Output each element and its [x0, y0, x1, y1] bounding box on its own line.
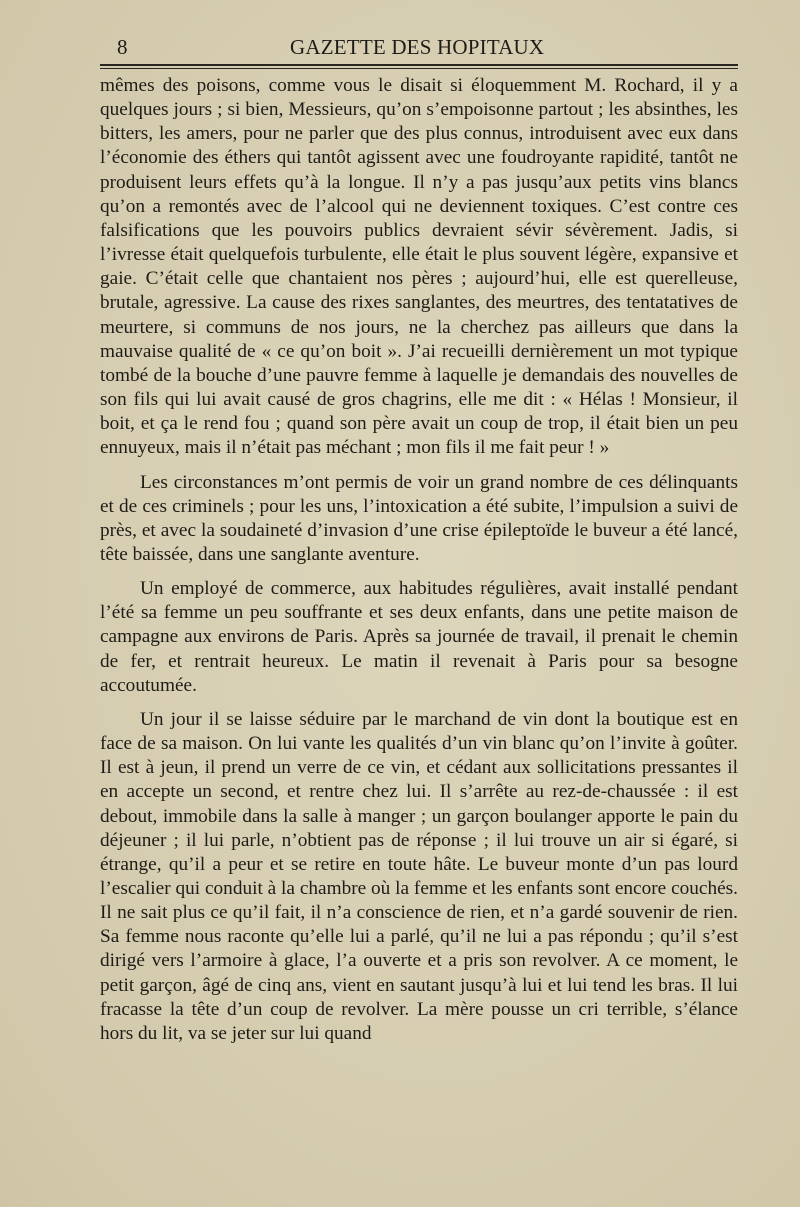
page-header	[100, 32, 738, 62]
article-body	[100, 74, 738, 1046]
header-rule-thick	[100, 64, 738, 66]
page	[100, 32, 738, 1046]
header-rule-thin	[100, 68, 738, 69]
paragraph: Un jour il se laisse séduire par le marchand de vin dont la boutique est en face de sa maison. On lui vante les qualités d’un vin blanc qu’on l’invite à goûter. Il est à jeun, il prend un verre de ce vin, et cédant aux sollicitations pressantes il en accepte un second, et rentre chez lui. Il s’arrête au rez-de-chaussée : il est debout, immobile dans la salle à manger ; un garçon boulanger apporte le pain du déjeuner ; il lui parle, n’obtient pas de réponse ; il lui trouve un air si égaré, si étrange, qu’il a peur et se retire en toute hâte. Le buveur monte d’un pas lourd l’escalier qui conduit à la chambre où la femme et les enfants sont encore couchés. Il ne sait plus ce qu’il fait, il n’a conscience de rien, et n’a gardé souvenir de rien. Sa femme nous raconte qu’elle lui a parlé, qu’il ne lui a pas répondu ; qu’il s’est dirigé vers l’armoire à glace, l’a ouverte et a pris son revolver. A ce moment, le petit garçon, âgé de cinq ans, vient en sautant jusqu’à lui et lui tend les bras. Il lui fracasse la tête d’un coup de revolver. La mère pousse un cri terrible, s’élance hors du lit, va se jeter sur lui quand	[100, 708, 738, 1044]
page-number: 8	[117, 35, 128, 59]
paragraph: Les circonstances m’ont permis de voir un grand nombre de ces délinquants et de ces criminels ; pour les uns, l’intoxication a été subite, l’impulsion a suivi de près, et avec la soudaineté d’invasion d’une crise épileptoïde le buveur a été lancé, tête baissée, dans une sanglante aventure.	[100, 471, 738, 565]
running-title: GAZETTE DES HOPITAUX	[290, 35, 545, 59]
paragraph: Un employé de commerce, aux habitudes régulières, avait installé pendant l’été sa femme un peu souffrante et ses deux enfants, dans une petite maison de campagne aux environs de Paris. Après sa journée de travail, il prenait le chemin de fer, et rentrait heureux. Le matin il revenait à Paris pour sa besogne accoutumée.	[100, 578, 738, 696]
paragraph-continued: mêmes des poisons, comme vous le disait si éloquemment M. Rochard, il y a quelques jours ; si bien, Messieurs, qu’on s’empoisonne partout ; les absinthes, les bitters, les amers, pour ne parler que des plus connus, introduisent avec eux dans l’économie des éthers qui tantôt agissent avec une foudroyante rapidité, tantôt ne produisent leurs effets qu’à la longue. Il n’y a pas jusqu’aux petits vins blancs qu’on a remontés avec de l’alcool qui ne deviennent toxiques. C’est contre ces falsifications que les pouvoirs publics devraient sévir sévèrement. Jadis, si l’ivresse était quelquefois turbulente, elle était le plus souvent légère, expansive et gaie. C’était celle que chantaient nos pères ; aujourd’hui, elle est querelleuse, brutale, agressive. La cause des rixes sanglantes, des meurtres, des tentatatives de meurtere, si communs de nos jours, ne la cherchez pas ailleurs que dans la mauvaise qualité de « ce qu’on boit ». J’ai recueilli dernièrement un mot typique tombé de la bouche d’une pauvre femme à laquelle je demandais des nouvelles de son fils qui lui avait causé de gros chagrins, elle me dit : « Hélas ! Monsieur, il boit, et ça le rend fou ; quand son père avait un coup de trop, il était bien un peu ennuyeux, mais il n’était pas méchant ; mon fils il me fait peur ! »	[100, 75, 738, 459]
